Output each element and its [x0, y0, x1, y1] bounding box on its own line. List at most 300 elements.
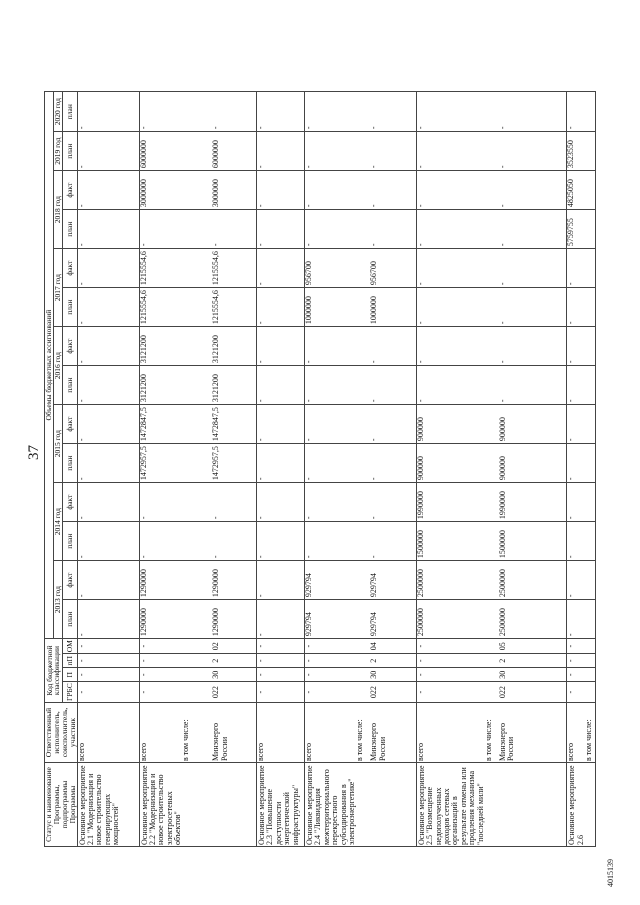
value-cell: 929794	[304, 600, 356, 639]
program-name-cell	[499, 763, 567, 847]
value-cell: 1500000	[499, 522, 567, 561]
value-cell: -	[77, 561, 139, 600]
value-cell: 2500000	[499, 600, 567, 639]
value-cell: -	[77, 171, 139, 210]
value-cell	[182, 444, 212, 483]
code-cell: 05	[499, 639, 567, 654]
value-cell	[182, 92, 212, 132]
code-cell: -	[256, 654, 304, 668]
value-cell: -	[77, 210, 139, 249]
value-cell: -	[212, 92, 256, 132]
value-cell	[585, 561, 595, 600]
value-cell	[182, 600, 212, 639]
value-cell: -	[499, 249, 567, 288]
value-cell: -	[416, 171, 485, 210]
plan-subheader: план	[62, 210, 77, 249]
value-cell	[485, 327, 499, 366]
value-cell	[585, 366, 595, 405]
value-cell	[356, 600, 370, 639]
value-cell: -	[256, 249, 304, 288]
code-cell: 022	[370, 682, 416, 703]
value-cell: 1215554,6	[139, 249, 182, 288]
value-cell: 1290000	[212, 600, 256, 639]
code-cell: -	[256, 682, 304, 703]
value-cell: 2500000	[416, 561, 485, 600]
table-row	[585, 92, 595, 847]
code-cell: -	[304, 668, 356, 682]
value-cell: 3121200	[212, 327, 256, 366]
value-cell: -	[416, 132, 485, 171]
value-cell: 929794	[370, 600, 416, 639]
plan-subheader: план	[62, 366, 77, 405]
code-cell	[356, 682, 370, 703]
value-cell: 929794	[304, 561, 356, 600]
table-row	[182, 92, 212, 847]
value-cell: -	[256, 561, 304, 600]
code-cell: -	[567, 682, 585, 703]
value-cell	[356, 444, 370, 483]
table-row	[139, 92, 182, 847]
executor-cell: всего	[567, 703, 585, 763]
value-cell: 1000000	[304, 288, 356, 327]
value-cell	[356, 171, 370, 210]
value-cell: -	[416, 327, 485, 366]
value-cell: -	[499, 210, 567, 249]
program-name-cell: Основное мероприятие 2.4 "Ликвидация межтерриториального перекрестного субсидирования в электроэнергетике"	[304, 763, 356, 847]
value-cell	[356, 483, 370, 522]
value-cell: 1472847,5	[139, 405, 182, 444]
value-cell: -	[304, 132, 356, 171]
value-cell: 1215554,6	[212, 249, 256, 288]
table-row	[370, 92, 416, 847]
code-cell: 30	[370, 668, 416, 682]
code-cell: -	[567, 668, 585, 682]
value-cell: -	[212, 522, 256, 561]
executor-cell: всего	[256, 703, 304, 763]
code-cell: 02	[212, 639, 256, 654]
value-cell	[585, 405, 595, 444]
value-cell	[485, 249, 499, 288]
value-cell	[356, 327, 370, 366]
value-cell: 2500000	[416, 600, 485, 639]
executor-cell: в том числе:	[585, 703, 595, 763]
value-cell	[356, 366, 370, 405]
value-cell: 1290000	[139, 600, 182, 639]
code-cell: 30	[212, 668, 256, 682]
value-cell	[585, 600, 595, 639]
code-cell	[356, 639, 370, 654]
program-name-cell	[485, 763, 499, 847]
value-cell: -	[304, 210, 356, 249]
value-cell: -	[139, 522, 182, 561]
code-cell: 022	[212, 682, 256, 703]
value-cell	[485, 92, 499, 132]
value-cell	[485, 171, 499, 210]
value-cell: -	[370, 171, 416, 210]
value-cell	[585, 171, 595, 210]
value-cell: 3121200	[139, 327, 182, 366]
value-cell: -	[77, 288, 139, 327]
program-name-cell: Основное мероприятие 2.1 "Модернизация и новое строительство генерирующих мощностей"	[77, 763, 139, 847]
value-cell: -	[77, 132, 139, 171]
value-cell	[585, 249, 595, 288]
value-cell: 900000	[499, 444, 567, 483]
value-cell	[585, 483, 595, 522]
code-cell	[485, 682, 499, 703]
code-cell: -	[416, 639, 485, 654]
value-cell: -	[304, 366, 356, 405]
value-cell: -	[370, 210, 416, 249]
value-cell: -	[256, 132, 304, 171]
table-row	[212, 92, 256, 847]
value-cell	[182, 132, 212, 171]
code-cell: -	[416, 682, 485, 703]
value-cell: -	[416, 92, 485, 132]
value-cell	[356, 288, 370, 327]
value-cell: -	[370, 405, 416, 444]
executor-cell: Минэнерго России	[499, 703, 567, 763]
value-cell: -	[567, 327, 585, 366]
value-cell	[585, 92, 595, 132]
code-cell: -	[77, 682, 139, 703]
value-cell: 900000	[499, 405, 567, 444]
code-cell	[182, 654, 212, 668]
value-cell: 900000	[416, 405, 485, 444]
fact-subheader: факт	[62, 405, 77, 444]
fact-subheader: факт	[62, 327, 77, 366]
year-header: 2014 год	[53, 483, 62, 561]
fact-subheader: факт	[62, 249, 77, 288]
year-header: 2013 год	[53, 561, 62, 639]
value-cell: -	[212, 210, 256, 249]
value-cell	[485, 522, 499, 561]
fact-subheader: факт	[62, 561, 77, 600]
value-cell	[356, 132, 370, 171]
value-cell: -	[256, 92, 304, 132]
value-cell: 3121200	[139, 366, 182, 405]
plan-subheader: план	[62, 132, 77, 171]
value-cell: -	[256, 210, 304, 249]
executor-cell: всего	[139, 703, 182, 763]
table-row	[356, 92, 370, 847]
value-cell	[585, 522, 595, 561]
value-cell: -	[256, 444, 304, 483]
value-cell: -	[256, 522, 304, 561]
code-cell	[485, 668, 499, 682]
value-cell	[182, 210, 212, 249]
value-cell: -	[370, 327, 416, 366]
value-cell: -	[567, 405, 585, 444]
code-cell	[585, 682, 595, 703]
value-cell: 1215554,6	[212, 288, 256, 327]
value-cell: -	[256, 600, 304, 639]
value-cell	[485, 561, 499, 600]
value-cell	[182, 405, 212, 444]
value-cell: -	[256, 483, 304, 522]
plan-subheader: план	[62, 444, 77, 483]
year-header: 2016 год	[53, 327, 62, 405]
executor-cell: всего	[77, 703, 139, 763]
value-cell: 956700	[370, 249, 416, 288]
col-code-header: Код бюджетной классификации	[45, 639, 63, 703]
value-cell: -	[370, 483, 416, 522]
year-header: 2017 год	[53, 249, 62, 327]
value-cell: -	[77, 249, 139, 288]
code-cell: 04	[370, 639, 416, 654]
value-cell: 1215554,6	[139, 288, 182, 327]
value-cell: -	[567, 249, 585, 288]
value-cell: -	[370, 132, 416, 171]
program-name-cell	[182, 763, 212, 847]
value-cell: -	[77, 405, 139, 444]
value-cell: -	[567, 92, 585, 132]
value-cell	[182, 483, 212, 522]
value-cell: -	[139, 92, 182, 132]
value-cell: -	[304, 483, 356, 522]
col-volumes-header: Объемы бюджетных ассигнований	[45, 92, 54, 639]
value-cell	[356, 210, 370, 249]
value-cell: 1290000	[212, 561, 256, 600]
value-cell	[485, 483, 499, 522]
code-cell: -	[304, 639, 356, 654]
code-cell: -	[139, 668, 182, 682]
executor-cell: в том числе:	[182, 703, 212, 763]
value-cell	[485, 444, 499, 483]
code-subheader: пП	[62, 654, 77, 668]
code-cell	[356, 654, 370, 668]
value-cell: -	[256, 288, 304, 327]
code-cell: -	[77, 639, 139, 654]
executor-cell: всего	[304, 703, 356, 763]
value-cell: -	[567, 444, 585, 483]
value-cell: -	[77, 444, 139, 483]
value-cell	[585, 327, 595, 366]
page-number: 37	[26, 445, 42, 460]
value-cell: -	[567, 366, 585, 405]
program-name-cell: Основное мероприятие 2.5 "Возмещение недополученных доходов сетевых организаций в результате отмены или продления механизма "последней мили"	[416, 763, 485, 847]
value-cell	[585, 288, 595, 327]
value-cell: -	[304, 327, 356, 366]
value-cell	[485, 210, 499, 249]
code-subheader: П	[62, 668, 77, 682]
plan-subheader: план	[62, 600, 77, 639]
value-cell	[356, 249, 370, 288]
table-row	[77, 92, 139, 847]
value-cell: 956700	[304, 249, 356, 288]
code-cell: -	[139, 654, 182, 668]
budget-table	[44, 91, 596, 847]
code-cell: 30	[499, 668, 567, 682]
value-cell: -	[256, 405, 304, 444]
value-cell: -	[139, 210, 182, 249]
value-cell: 1290000	[139, 561, 182, 600]
value-cell	[356, 92, 370, 132]
value-cell: -	[370, 444, 416, 483]
value-cell: -	[567, 483, 585, 522]
value-cell: -	[499, 366, 567, 405]
value-cell: -	[416, 210, 485, 249]
value-cell: -	[77, 366, 139, 405]
col-executor-header: Ответственный исполнитель, соисполнитель, участник	[45, 703, 78, 763]
value-cell: -	[499, 92, 567, 132]
value-cell: -	[370, 522, 416, 561]
value-cell: 2500000	[499, 561, 567, 600]
value-cell: -	[499, 132, 567, 171]
code-cell: 2	[499, 654, 567, 668]
program-name-cell	[370, 763, 416, 847]
executor-cell: всего	[416, 703, 485, 763]
value-cell	[182, 522, 212, 561]
value-cell	[182, 561, 212, 600]
executor-cell: Минэнерго России	[370, 703, 416, 763]
code-cell: -	[256, 639, 304, 654]
value-cell: 1990000	[499, 483, 567, 522]
value-cell: -	[256, 171, 304, 210]
code-cell	[585, 654, 595, 668]
code-cell	[182, 668, 212, 682]
plan-subheader: план	[62, 288, 77, 327]
value-cell: -	[212, 483, 256, 522]
value-cell: 6000000	[212, 132, 256, 171]
value-cell: 4825050	[567, 171, 585, 210]
value-cell: 1472957,5	[212, 444, 256, 483]
year-header: 2015 год	[53, 405, 62, 483]
value-cell: 1472957,5	[139, 444, 182, 483]
value-cell	[356, 561, 370, 600]
value-cell	[485, 405, 499, 444]
executor-cell: в том числе:	[485, 703, 499, 763]
code-cell: 2	[370, 654, 416, 668]
value-cell: -	[370, 366, 416, 405]
document-id: 4015139	[606, 859, 615, 887]
code-cell	[182, 682, 212, 703]
value-cell: -	[499, 327, 567, 366]
value-cell: -	[370, 92, 416, 132]
code-cell: -	[416, 654, 485, 668]
code-cell	[485, 654, 499, 668]
value-cell: 1000000	[370, 288, 416, 327]
year-header: 2019 год	[53, 132, 62, 171]
value-cell: -	[304, 522, 356, 561]
value-cell: -	[304, 92, 356, 132]
value-cell: 929794	[370, 561, 416, 600]
fact-subheader: факт	[62, 483, 77, 522]
value-cell: -	[77, 600, 139, 639]
value-cell: -	[416, 288, 485, 327]
year-header: 2020 год	[53, 92, 62, 132]
table-row	[499, 92, 567, 847]
value-cell: 1990000	[416, 483, 485, 522]
executor-cell: Минэнерго России	[212, 703, 256, 763]
value-cell: 900000	[416, 444, 485, 483]
table-row	[416, 92, 485, 847]
table-row	[485, 92, 499, 847]
col-status-header: Статус и наименование Программы, подпрограммы Программы	[45, 763, 78, 847]
code-cell: -	[567, 654, 585, 668]
code-cell: -	[304, 682, 356, 703]
value-cell	[182, 327, 212, 366]
value-cell	[585, 210, 595, 249]
value-cell: 3000000	[139, 171, 182, 210]
value-cell: 5759755	[567, 210, 585, 249]
value-cell: -	[567, 561, 585, 600]
value-cell: -	[416, 249, 485, 288]
code-cell: -	[139, 639, 182, 654]
value-cell: -	[499, 288, 567, 327]
code-cell: -	[139, 682, 182, 703]
value-cell: -	[77, 483, 139, 522]
code-cell	[356, 668, 370, 682]
value-cell: -	[567, 600, 585, 639]
program-name-cell: Основное мероприятие 2.3 "Повышение доступности энергетической инфраструктуры"	[256, 763, 304, 847]
code-cell: -	[304, 654, 356, 668]
plan-subheader: план	[62, 92, 77, 132]
table-row	[567, 92, 585, 847]
code-cell	[585, 639, 595, 654]
value-cell	[485, 132, 499, 171]
value-cell: -	[256, 366, 304, 405]
value-cell: -	[77, 327, 139, 366]
value-cell	[182, 249, 212, 288]
code-cell: -	[567, 639, 585, 654]
table-row	[256, 92, 304, 847]
value-cell: -	[304, 405, 356, 444]
program-name-cell	[212, 763, 256, 847]
code-cell	[485, 639, 499, 654]
value-cell: -	[499, 171, 567, 210]
program-name-cell	[356, 763, 370, 847]
fact-subheader: факт	[62, 171, 77, 210]
value-cell: 3523550	[567, 132, 585, 171]
plan-subheader: план	[62, 522, 77, 561]
code-subheader: ОМ	[62, 639, 77, 654]
code-cell	[585, 668, 595, 682]
executor-cell: в том числе:	[356, 703, 370, 763]
code-cell: -	[77, 654, 139, 668]
value-cell: 1472847,5	[212, 405, 256, 444]
program-name-cell: Основное мероприятие 2.2 "Модернизация и новое строительство электросетевых объектов"	[139, 763, 182, 847]
value-cell	[485, 366, 499, 405]
value-cell: -	[567, 288, 585, 327]
year-header: 2018 год	[53, 171, 62, 249]
code-subheader: ГРБС	[62, 682, 77, 703]
value-cell: 3121200	[212, 366, 256, 405]
value-cell	[182, 366, 212, 405]
value-cell: 1500000	[416, 522, 485, 561]
value-cell	[182, 171, 212, 210]
value-cell: -	[304, 171, 356, 210]
code-cell: -	[256, 668, 304, 682]
value-cell: -	[304, 444, 356, 483]
value-cell	[182, 288, 212, 327]
value-cell	[356, 522, 370, 561]
code-cell: -	[416, 668, 485, 682]
value-cell	[585, 132, 595, 171]
code-cell	[182, 639, 212, 654]
code-cell: 2	[212, 654, 256, 668]
value-cell: 3000000	[212, 171, 256, 210]
code-cell: -	[77, 668, 139, 682]
value-cell	[356, 405, 370, 444]
program-name-cell: Основное мероприятие 2.6	[567, 763, 585, 847]
value-cell: -	[567, 522, 585, 561]
value-cell: -	[416, 366, 485, 405]
value-cell: 6000000	[139, 132, 182, 171]
value-cell	[485, 600, 499, 639]
value-cell	[585, 444, 595, 483]
value-cell: -	[77, 92, 139, 132]
program-name-cell	[585, 763, 595, 847]
